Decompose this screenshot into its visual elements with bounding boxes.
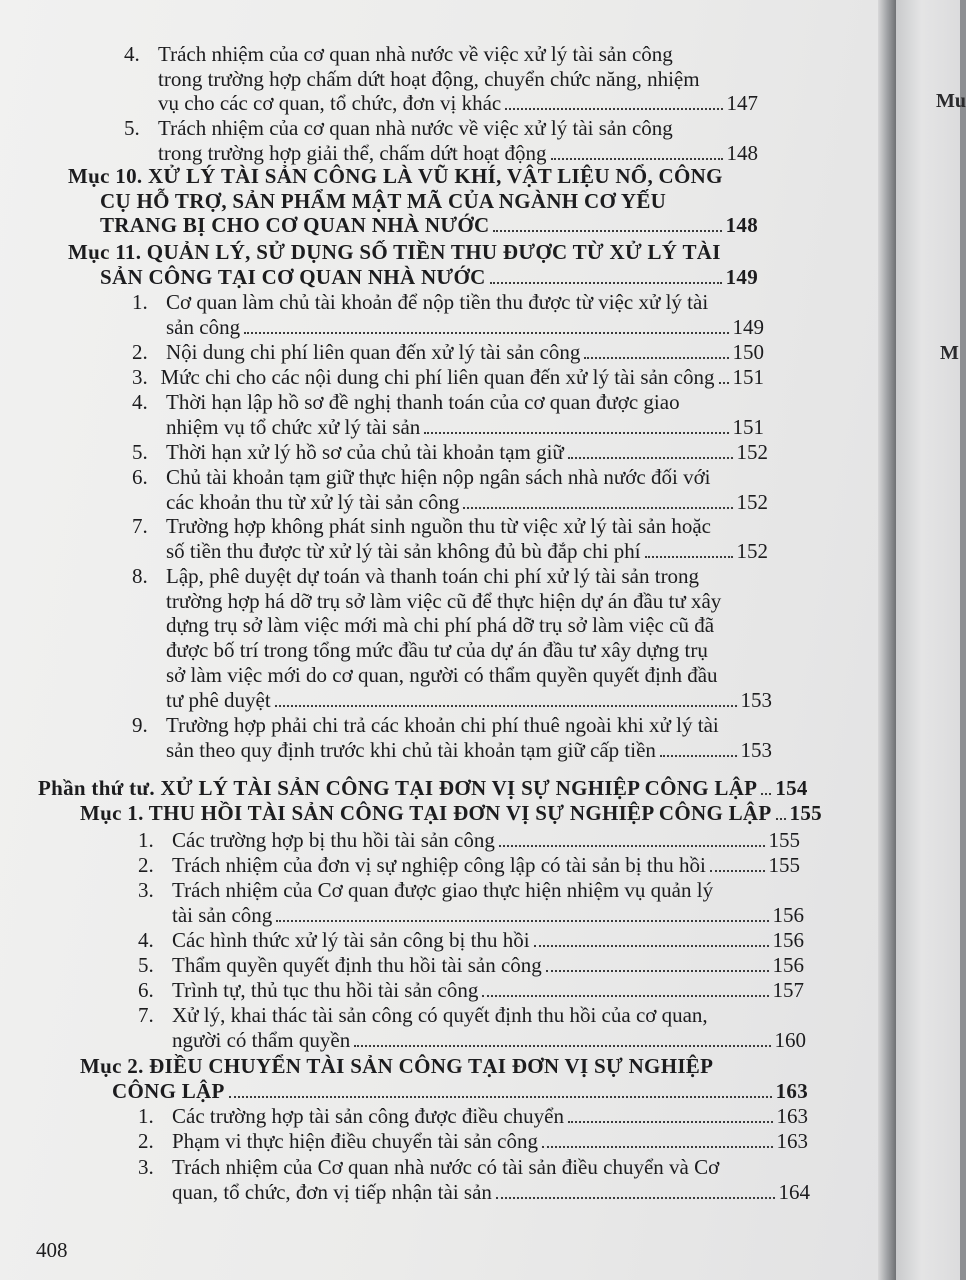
item-number: 1. bbox=[138, 1104, 154, 1128]
item-number: 6. bbox=[138, 978, 154, 1002]
toc-entry-text: nhiệm vụ tổ chức xử lý tài sản bbox=[166, 414, 421, 439]
dot-leader bbox=[499, 845, 765, 847]
toc-line bbox=[100, 189, 666, 213]
toc-line bbox=[166, 589, 721, 613]
toc-page-number: 156 bbox=[772, 902, 804, 927]
toc-entry-text: dựng trụ sở làm việc mới mà chi phí phá dỡ trụ sở làm việc cũ đã bbox=[166, 613, 715, 638]
toc-line bbox=[138, 953, 804, 977]
dot-leader bbox=[275, 705, 737, 707]
toc-entry-text: số tiền thu được từ xử lý tài sản không đủ bù đắp chi phí bbox=[166, 538, 641, 563]
page-number: 408 bbox=[36, 1238, 68, 1262]
toc-entry-text: Trách nhiệm của Cơ quan nhà nước có tài sản điều chuyển và Cơ bbox=[172, 1155, 720, 1179]
toc-line bbox=[100, 265, 758, 289]
item-number: 5. bbox=[132, 440, 148, 464]
toc-entry-text: Trường hợp không phát sinh nguồn thu từ việc xử lý tài sản hoặc bbox=[166, 514, 711, 538]
toc-entry-text: Mục 11. QUẢN LÝ, SỬ DỤNG SỐ TIỀN THU ĐƯỢC TỪ XỬ LÝ TÀI bbox=[68, 240, 721, 264]
toc-entry-text: Thẩm quyền quyết định thu hồi tài sản công bbox=[172, 953, 542, 977]
toc-line bbox=[132, 340, 764, 364]
dot-leader bbox=[761, 793, 771, 795]
item-number: 4. bbox=[132, 390, 148, 414]
toc-line bbox=[158, 141, 758, 165]
toc-entry-text: vụ cho các cơ quan, tổ chức, đơn vị khác bbox=[158, 91, 502, 116]
toc-line bbox=[172, 903, 804, 927]
toc-page-number: 151 bbox=[732, 365, 764, 389]
dot-leader bbox=[645, 556, 733, 558]
toc-line bbox=[132, 465, 711, 489]
dot-leader bbox=[505, 108, 722, 110]
item-number: 5. bbox=[138, 953, 154, 977]
toc-page-number: 160 bbox=[774, 1027, 806, 1052]
toc-page-number: 149 bbox=[732, 314, 764, 339]
dot-leader bbox=[463, 507, 732, 509]
toc-entry-text: Các hình thức xử lý tài sản công bị thu hồi bbox=[172, 928, 530, 952]
item-number: 6. bbox=[132, 465, 148, 489]
toc-line bbox=[138, 1155, 719, 1179]
toc-line bbox=[100, 213, 758, 237]
toc-entry-text: Phạm vi thực hiện điều chuyển tài sản công bbox=[172, 1129, 538, 1153]
toc-entry-text: sản theo quy định trước khi chủ tài khoản tạm giữ cấp tiền bbox=[166, 737, 656, 762]
toc-entry-text: Trường hợp phải chi trả các khoản chi phí thuê ngoài khi xử lý tài bbox=[166, 713, 719, 737]
toc-entry-text: Cơ quan làm chủ tài khoản để nộp tiền thu được từ việc xử lý tài bbox=[166, 290, 709, 314]
dot-leader bbox=[542, 1146, 773, 1148]
toc-entry-text: SẢN CÔNG TẠI CƠ QUAN NHÀ NƯỚC bbox=[100, 264, 486, 289]
toc-line bbox=[138, 928, 804, 952]
toc-line bbox=[138, 1104, 808, 1128]
dot-leader bbox=[244, 332, 728, 334]
item-number: 7. bbox=[138, 1003, 154, 1027]
toc-entry-text: TRANG BỊ CHO CƠ QUAN NHÀ NƯỚC bbox=[100, 213, 490, 238]
toc-entry-text: quan, tổ chức, đơn vị tiếp nhận tài sản bbox=[172, 1179, 492, 1204]
toc-entry-text: Nội dung chi phí liên quan đến xử lý tài sản công bbox=[166, 340, 581, 364]
toc-entry-text: Xử lý, khai thác tài sản công có quyết định thu hồi của cơ quan, bbox=[172, 1003, 708, 1027]
item-number: 7. bbox=[132, 514, 148, 538]
toc-page-number: 163 bbox=[775, 1078, 808, 1103]
dot-leader bbox=[496, 1197, 775, 1199]
toc-line bbox=[80, 1054, 713, 1078]
dot-leader bbox=[424, 432, 728, 434]
dot-leader bbox=[493, 230, 721, 232]
toc-entry-text: Mục 1. THU HỒI TÀI SẢN CÔNG TẠI ĐƠN VỊ SỰ NGHIỆP CÔNG LẬP bbox=[80, 801, 772, 825]
item-number: 5. bbox=[124, 116, 140, 140]
toc-entry-text: Chủ tài khoản tạm giữ thực hiện nộp ngân sách nhà nước đối với bbox=[166, 465, 711, 489]
toc-line bbox=[158, 67, 700, 91]
item-number: 3. bbox=[138, 1155, 154, 1179]
toc-line bbox=[166, 490, 768, 514]
toc-entry-text: Trách nhiệm của đơn vị sự nghiệp công lập có tài sản bị thu hồi bbox=[172, 853, 706, 877]
item-number: 4. bbox=[138, 928, 154, 952]
dot-leader bbox=[534, 945, 769, 947]
dot-leader bbox=[229, 1096, 772, 1098]
toc-line bbox=[138, 978, 804, 1002]
toc-entry-text: sản công bbox=[166, 314, 241, 339]
dot-leader bbox=[546, 970, 769, 972]
item-number: 2. bbox=[132, 340, 148, 364]
toc-entry-text: trường hợp há dỡ trụ sở làm việc cũ để thực hiện dự án đầu tư xây bbox=[166, 588, 722, 613]
toc-page-number: 163 bbox=[776, 1104, 808, 1128]
toc-line bbox=[132, 514, 711, 538]
item-number: 4. bbox=[124, 42, 140, 66]
toc-line bbox=[166, 638, 708, 662]
toc-line bbox=[132, 290, 708, 314]
toc-page-number: 149 bbox=[725, 264, 758, 289]
item-number: 1. bbox=[138, 828, 154, 852]
adjacent-page-fragment: Mu bbox=[936, 90, 966, 112]
toc-entry-text: Các trường hợp bị thu hồi tài sản công bbox=[172, 828, 495, 852]
dot-leader bbox=[568, 457, 733, 459]
toc-line bbox=[166, 613, 714, 637]
toc-line bbox=[166, 315, 764, 339]
toc-page-number: 155 bbox=[789, 801, 822, 825]
toc-page-number: 157 bbox=[772, 978, 804, 1002]
toc-line bbox=[132, 365, 764, 389]
toc-page-number: 163 bbox=[776, 1129, 808, 1153]
toc-line bbox=[166, 738, 772, 762]
toc-entry-text: Lập, phê duyệt dự toán và thanh toán chi phí xử lý tài sản trong bbox=[166, 564, 700, 588]
dot-leader bbox=[490, 282, 722, 284]
toc-entry-text: Trách nhiệm của cơ quan nhà nước về việc xử lý tài sản công bbox=[158, 116, 673, 140]
toc-page-number: 152 bbox=[736, 440, 768, 464]
toc-page-number: 153 bbox=[740, 687, 772, 712]
toc-entry-text: Trách nhiệm của Cơ quan được giao thực hiện nhiệm vụ quản lý bbox=[172, 878, 714, 902]
toc-entry-text: các khoản thu từ xử lý tài sản công bbox=[166, 489, 460, 514]
toc-entry-text: trong trường hợp chấm dứt hoạt động, chuyển chức năng, nhiệm bbox=[158, 66, 700, 91]
toc-entry-text: CÔNG LẬP bbox=[112, 1078, 225, 1103]
dot-leader bbox=[719, 382, 729, 384]
toc-entry-text: Phần thứ tư. XỬ LÝ TÀI SẢN CÔNG TẠI ĐƠN VỊ SỰ NGHIỆP CÔNG LẬP bbox=[38, 776, 758, 800]
toc-entry-text: Thời hạn lập hồ sơ đề nghị thanh toán của cơ quan được giao bbox=[166, 390, 680, 414]
toc-line bbox=[124, 42, 673, 66]
toc-line bbox=[132, 390, 680, 414]
toc-line bbox=[132, 440, 768, 464]
toc-line bbox=[80, 801, 822, 825]
toc-page-number: 156 bbox=[772, 953, 804, 977]
item-number: 3. bbox=[132, 365, 148, 389]
toc-line bbox=[166, 539, 768, 563]
item-number: 9. bbox=[132, 713, 148, 737]
toc-line bbox=[112, 1079, 808, 1103]
toc-line bbox=[68, 240, 721, 264]
toc-line bbox=[138, 1003, 708, 1027]
item-number: 2. bbox=[138, 853, 154, 877]
toc-entry-text: được bố trí trong tổng mức đầu tư của dự án đầu tư xây dựng trụ bbox=[166, 638, 708, 663]
toc-page-number: 148 bbox=[726, 140, 758, 165]
dot-leader bbox=[568, 1121, 773, 1123]
adjacent-page bbox=[896, 0, 966, 1280]
toc-page-number: 155 bbox=[768, 828, 800, 852]
toc-entry-text: CỤ HỖ TRỢ, SẢN PHẨM MẬT MÃ CỦA NGÀNH CƠ YẾU bbox=[100, 188, 667, 213]
toc-line bbox=[166, 688, 772, 712]
toc-entry-text: tư phê duyệt bbox=[166, 687, 271, 712]
toc-entry-text: tài sản công bbox=[172, 902, 273, 927]
toc-line bbox=[166, 663, 718, 687]
adjacent-page-fragment: M bbox=[940, 342, 959, 364]
dot-leader bbox=[710, 870, 765, 872]
toc-entry-text: trong trường hợp giải thể, chấm dứt hoạt động bbox=[158, 140, 547, 165]
dot-leader bbox=[354, 1045, 770, 1047]
toc-entry-text: Thời hạn xử lý hồ sơ của chủ tài khoản tạm giữ bbox=[166, 440, 564, 464]
toc-entry-text: Mức chi cho các nội dung chi phí liên quan đến xử lý tài sản công bbox=[160, 365, 715, 389]
toc-entry-text: Các trường hợp tài sản công được điều chuyển bbox=[172, 1104, 564, 1128]
toc-line bbox=[166, 415, 764, 439]
item-number: 8. bbox=[132, 564, 148, 588]
toc-line bbox=[138, 1129, 808, 1153]
toc-page-number: 151 bbox=[732, 414, 764, 439]
toc-line bbox=[132, 713, 719, 737]
toc-page-number: 150 bbox=[732, 340, 764, 364]
toc-line bbox=[172, 1180, 810, 1204]
toc-line bbox=[124, 116, 673, 140]
dot-leader bbox=[660, 755, 737, 757]
toc-line bbox=[138, 878, 713, 902]
toc-line bbox=[138, 853, 800, 877]
toc-entry-text: sở làm việc mới do cơ quan, người có thẩm quyền quyết định đầu bbox=[166, 662, 718, 687]
toc-line bbox=[68, 164, 723, 188]
toc-entry-text: Trình tự, thủ tục thu hồi tài sản công bbox=[172, 978, 479, 1002]
item-number: 3. bbox=[138, 878, 154, 902]
item-number: 2. bbox=[138, 1129, 154, 1153]
toc-page-number: 147 bbox=[726, 91, 758, 116]
dot-leader bbox=[276, 920, 768, 922]
toc-page-number: 152 bbox=[736, 538, 768, 563]
toc-page-number: 152 bbox=[736, 489, 768, 514]
toc-line bbox=[132, 564, 699, 588]
toc-line bbox=[172, 1028, 806, 1052]
toc-page-number: 153 bbox=[740, 737, 772, 762]
book-gutter bbox=[878, 0, 896, 1280]
toc-entry-text: Trách nhiệm của cơ quan nhà nước về việc xử lý tài sản công bbox=[158, 42, 673, 66]
toc-page-number: 156 bbox=[772, 928, 804, 952]
toc-entry-text: Mục 10. XỬ LÝ TÀI SẢN CÔNG LÀ VŨ KHÍ, VẬT LIỆU NỔ, CÔNG bbox=[68, 164, 723, 188]
toc-page-number: 148 bbox=[725, 213, 758, 238]
toc-entry-text: người có thẩm quyền bbox=[172, 1027, 351, 1052]
toc-line bbox=[38, 776, 808, 800]
dot-leader bbox=[584, 357, 728, 359]
toc-entry-text: Mục 2. ĐIỀU CHUYỂN TÀI SẢN CÔNG TẠI ĐƠN VỊ SỰ NGHIỆP bbox=[80, 1054, 714, 1078]
dot-leader bbox=[482, 995, 768, 997]
dot-leader bbox=[551, 158, 723, 160]
toc-line bbox=[158, 91, 758, 115]
toc-page-number: 155 bbox=[768, 853, 800, 877]
toc-line bbox=[138, 828, 800, 852]
toc-page-number: 164 bbox=[778, 1179, 810, 1204]
item-number: 1. bbox=[132, 290, 148, 314]
dot-leader bbox=[776, 818, 786, 820]
toc-page-number: 154 bbox=[775, 776, 808, 800]
